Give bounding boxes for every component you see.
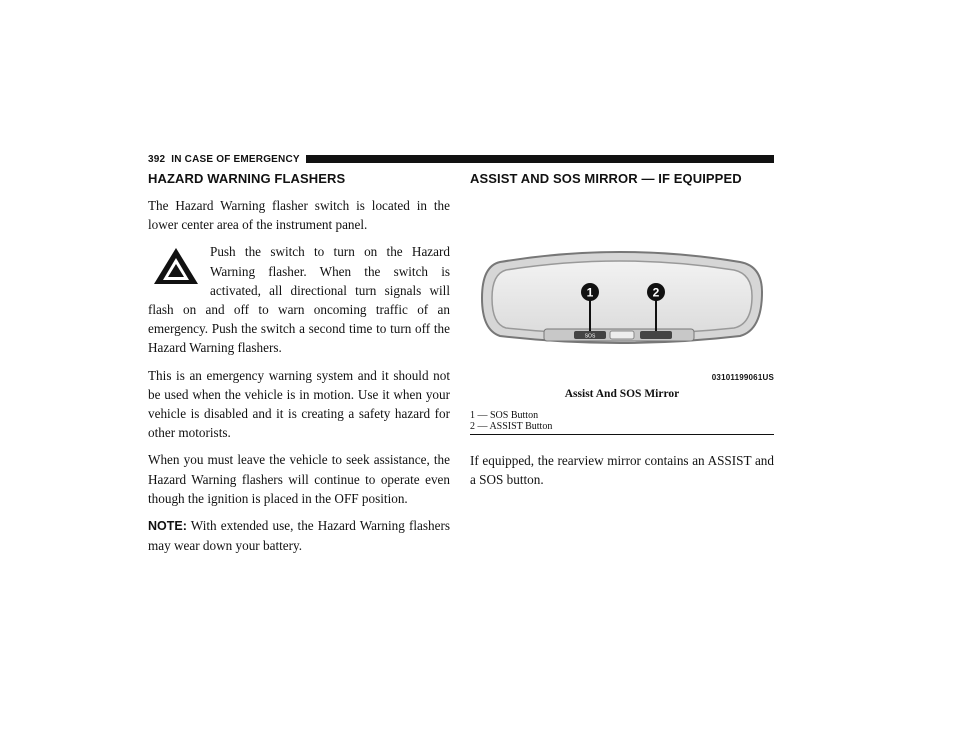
legend-item: 2 — ASSIST Button — [470, 421, 553, 432]
callout-2-label: 2 — [652, 285, 660, 300]
hazard-leave-text: When you must leave the vehicle to seek assistance, the Hazard Warning flashers will continue to operate even though the ignition is placed in the OFF position. — [148, 452, 450, 506]
figure-legend — [470, 410, 774, 435]
sos-button-label: SOS — [584, 333, 596, 340]
hazard-intro: The Hazard Warning flasher switch is located in the lower center area of the instrument panel. — [148, 198, 450, 233]
hazard-note — [148, 516, 450, 555]
page-header — [148, 153, 774, 165]
mirror-center-button — [610, 331, 634, 339]
mirror-figure — [470, 232, 774, 382]
mirror-glass — [492, 261, 752, 334]
mirror-illustration — [470, 232, 774, 372]
figure-caption: Assist And SOS Mirror — [564, 388, 680, 400]
note-label: NOTE: — [148, 519, 187, 534]
mirror-description: If equipped, the rearview mirror contains an ASSIST and a SOS button. — [470, 453, 774, 488]
legend-item: 1 — SOS Button — [470, 410, 539, 421]
hazard-switch-text: Push the switch to turn on the Hazard Warning flasher. When the switch is activated, all directional turn signals will flash on and off to warn oncoming traffic of an emergency. Push the switch a second time to turn off the Hazard Warning flashers. — [148, 244, 450, 356]
legend-rule — [470, 434, 774, 435]
page-number: 392 — [148, 153, 166, 165]
hazard-triangle-icon — [152, 246, 200, 286]
header-rule — [306, 155, 774, 163]
hazard-usage-text: This is an emergency warning system and it should not be used when the vehicle is in motion. Use it when your vehicle is disabled and it is creating a safety hazard for other motorists. — [148, 367, 450, 441]
assist-button-shape — [640, 331, 672, 339]
figure-code: 03101199061US — [711, 373, 774, 382]
note-text: With extended use, the Hazard Warning flashers may wear down your battery. — [148, 518, 450, 554]
hazard-switch-block — [148, 242, 450, 357]
section-title: IN CASE OF EMERGENCY — [171, 153, 300, 165]
hazard-heading: HAZARD WARNING FLASHERS — [148, 171, 346, 186]
callout-1-label: 1 — [586, 285, 594, 300]
mirror-heading: ASSIST AND SOS MIRROR — IF EQUIPPED — [470, 171, 742, 186]
right-column — [470, 171, 774, 497]
left-column — [148, 171, 450, 563]
